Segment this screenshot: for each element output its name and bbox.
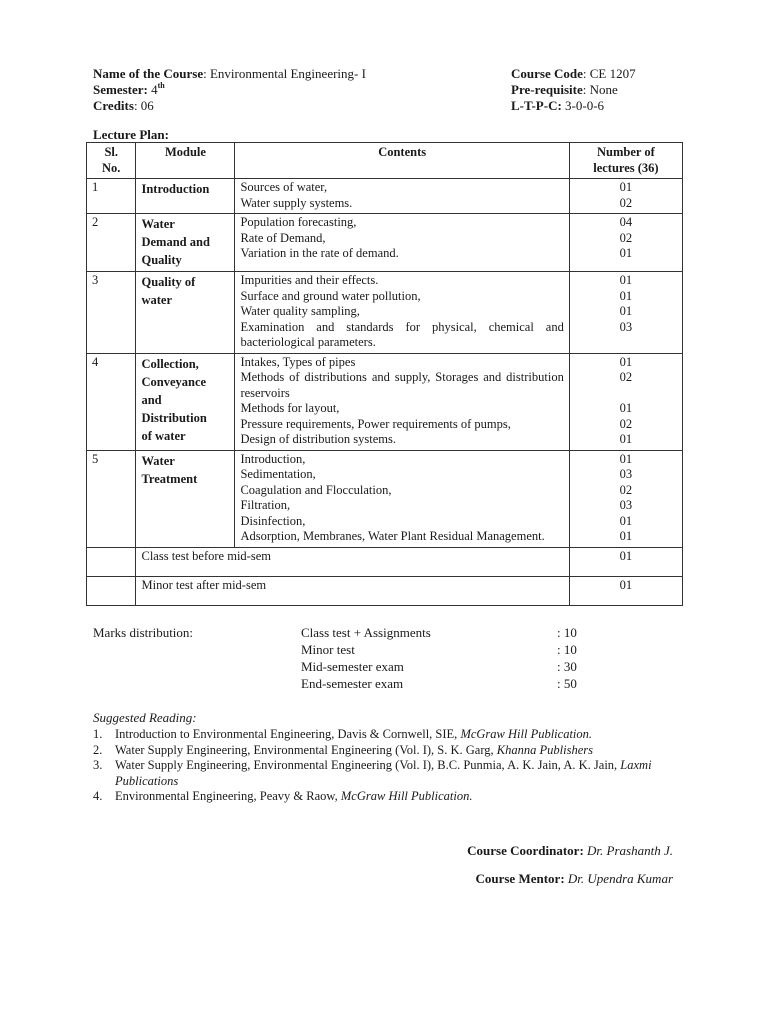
course-mentor [475,871,673,887]
col-module-header: Module [136,143,235,179]
coordinator-label: Course Coordinator: [467,843,584,858]
reading-item [93,743,663,759]
marks-item [301,641,601,658]
semester-suffix: th [157,81,165,90]
row-sl: 5 [87,450,136,547]
content-item: Design of distribution systems. [240,432,397,446]
credits-line [93,98,366,114]
course-name-line [93,66,366,82]
row-lectures [569,179,682,214]
content-item: Sources of water, [240,180,328,194]
content-item: Introduction, [240,451,306,466]
module-line: Quality [141,253,182,267]
marks-item [301,624,601,641]
table-header-row [87,143,683,179]
semester-line [93,82,366,98]
content-item: Water quality sampling, [240,304,360,318]
lecture-count: 01 [619,273,633,287]
content-item: Water supply systems. [240,195,353,210]
reading-text: Water Supply Engineering, Environmental Engineering (Vol. I), B.C. Punmia, A. K. Jain, A. K. Jain, [115,758,621,772]
marks-item-value: : 10 [557,625,577,640]
course-info-right [511,66,636,114]
table-row [87,576,683,605]
lecture-count: 03 [619,467,633,481]
marks-item [301,658,601,675]
ltpc-label: L-T-P-C: [511,98,562,113]
reading-text: Introduction to Environmental Engineering, Davis & Cornwell, SIE, [115,727,461,741]
course-code-line [511,66,636,82]
test-label: Minor test after mid-sem [136,576,569,605]
row-lectures [569,272,682,354]
reading-number: 1. [93,727,103,741]
row-sl [87,576,136,605]
credits-value: : 06 [133,98,154,113]
lecture-count: 02 [619,416,633,431]
module-line: Quality of [141,275,196,289]
reading-number: 2. [93,742,103,757]
course-name-label: Name of the Course [93,66,204,81]
lecture-plan-title: Lecture Plan: [93,127,169,142]
marks-item-name: Minor test [301,642,355,657]
lecture-count: 02 [619,230,633,245]
module-line: Conveyance [141,374,207,389]
mentor-label: Course Mentor: [475,871,565,886]
module-line: of water [141,428,186,443]
row-sl: 3 [87,272,136,354]
semester-label: Semester: [93,82,148,97]
row-contents [235,214,569,272]
ltpc-line [511,98,636,114]
marks-label: Marks distribution: [93,625,194,640]
row-lectures [569,214,682,272]
row-module [136,214,235,272]
table-row [87,179,683,214]
content-item: Pressure requirements, Power requirements of pumps, [240,416,511,431]
marks-item-name: End-semester exam [301,676,404,691]
table-row [87,450,683,547]
marks-item-value: : 50 [557,676,577,691]
reading-text: Environmental Engineering, Peavy & Raow, [115,789,341,803]
content-item: Impurities and their effects. [240,273,379,287]
reading-number: 4. [93,789,103,803]
content-item: Filtration, [240,498,291,512]
lecture-count: 01 [619,246,633,260]
row-module [136,353,235,450]
reading-publisher: McGraw Hill Publication. [460,727,593,741]
module-line: and [141,392,162,407]
module-line: Collection, [141,356,199,371]
reading-publisher: Laxmi Publications [115,758,652,788]
row-lectures [569,450,682,547]
reading-publisher: McGraw Hill Publication. [340,789,473,803]
lecture-count: 01 [619,354,633,369]
content-item: Methods for layout, [240,401,340,415]
semester-value: 4 [147,82,158,97]
content-item: Sedimentation, [240,467,316,481]
content-item: Variation in the rate of demand. [240,246,399,260]
reading-publisher: Khanna Publishers [496,742,593,757]
row-sl [87,547,136,576]
module-line: Water [141,217,175,231]
credits-label: Credits [93,98,134,113]
row-contents [235,450,569,547]
lecture-count: 01 [619,401,633,415]
marks-item-name: Mid-semester exam [301,659,404,674]
lecture-count: 02 [619,370,633,384]
lecture-count: 03 [619,498,633,512]
course-coordinator [467,843,673,859]
row-module [136,179,235,214]
lecture-count: 03 [619,319,633,334]
col-sl-header [87,143,136,179]
module-line: Distribution [141,410,207,425]
prereq-value: : None [582,82,618,97]
reading-item [93,789,663,805]
row-sl: 4 [87,353,136,450]
table-row [87,547,683,576]
col-contents-header: Contents [235,143,569,179]
module-line: Demand and [141,235,210,249]
content-item: Intakes, Types of pipes [240,354,356,369]
table-row [87,353,683,450]
marks-item-value: : 10 [557,642,577,657]
test-lectures: 01 [569,547,682,576]
col-sl-label: Sl. [104,145,119,159]
row-contents [235,179,569,214]
row-contents [235,272,569,354]
lecture-count: 01 [619,288,633,303]
lecture-count: 01 [619,304,633,318]
module-line: water [141,293,173,307]
col-number-header [569,143,682,179]
module-line: Water [141,453,175,468]
suggested-reading-list [93,727,663,805]
mentor-name: Dr. Upendra Kumar [564,871,673,886]
lecture-count: 01 [619,451,633,466]
coordinator-name: Dr. Prashanth J. [583,843,673,858]
lecture-count [575,386,677,402]
lecture-count: 04 [619,215,633,229]
marks-item-name: Class test + Assignments [301,625,431,640]
lecture-count: 01 [619,180,633,194]
course-code: : CE 1207 [582,66,636,81]
module-line: Treatment [141,471,198,486]
lecture-count: 01 [619,513,633,528]
marks-items [301,624,601,692]
lecture-count: 02 [619,195,633,210]
suggested-reading-title: Suggested Reading: [93,710,197,725]
row-sl: 2 [87,214,136,272]
marks-item-value: : 30 [557,659,577,674]
course-info-left [93,66,366,114]
col-sl-label-2: No. [102,160,121,175]
reading-item [93,727,663,743]
course-name: : Environmental Engineering- I [203,66,366,81]
content-item: Methods of distributions and supply, Storages and distribution reservoirs [240,370,564,400]
content-item: Disinfection, [240,513,306,528]
marks-item [301,675,601,692]
table-row [87,214,683,272]
content-item: Rate of Demand, [240,230,326,245]
test-lectures: 01 [569,576,682,605]
row-lectures [569,353,682,450]
row-sl: 1 [87,179,136,214]
course-code-label: Course Code [511,66,583,81]
col-number-label: Number of [597,145,655,159]
reading-text: Water Supply Engineering, Environmental Engineering (Vol. I), S. K. Garg, [115,742,497,757]
ltpc-value: 3-0-0-6 [561,98,605,113]
content-item: Examination and standards for physical, chemical and bacteriological parameters. [240,319,564,349]
table-row [87,272,683,354]
content-item: Adsorption, Membranes, Water Plant Residual Management. [240,529,545,543]
test-label: Class test before mid-sem [136,547,569,576]
module-line: Introduction [141,182,210,196]
reading-number: 3. [93,758,103,772]
prereq-label: Pre-requisite [511,82,583,97]
row-contents [235,353,569,450]
content-item: Coagulation and Flocculation, [240,482,392,497]
reading-item [93,758,663,789]
col-number-label-2: lectures (36) [593,160,659,175]
lecture-count: 02 [619,482,633,497]
lecture-plan-table [86,142,683,606]
content-item: Surface and ground water pollution, [240,288,421,303]
prereq-line [511,82,636,98]
row-module [136,450,235,547]
content-item: Population forecasting, [240,215,357,229]
lecture-count: 01 [619,432,633,446]
lecture-count: 01 [619,529,633,543]
row-module [136,272,235,354]
